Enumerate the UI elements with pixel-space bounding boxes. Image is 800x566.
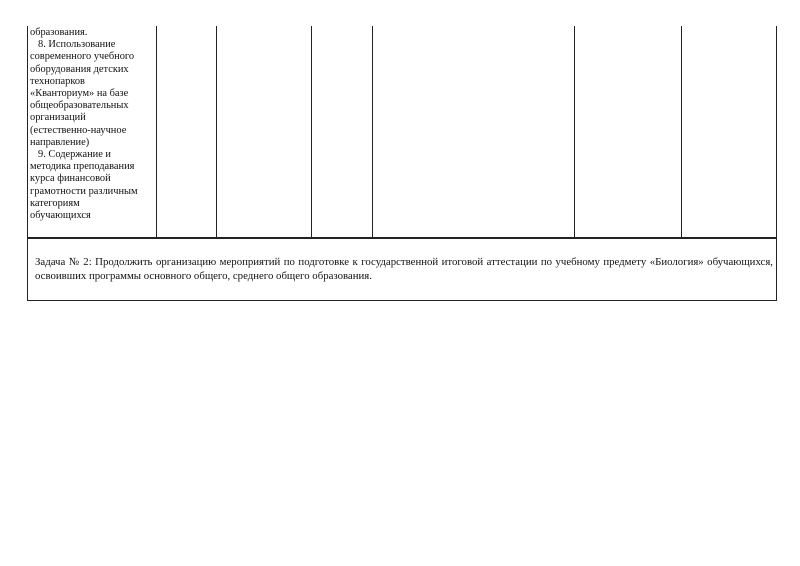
table-column-divider bbox=[311, 26, 312, 238]
cell-line: 8. Использование bbox=[38, 39, 116, 51]
task-text: Задача № 2: Продолжить организацию мероприятий по подготовке к государственной итоговой аттестации по учебному предмету «Биология» обучающихся, освоивших программы основного общего, среднего общего образования. bbox=[35, 256, 773, 282]
cell-line: методика преподавания bbox=[30, 161, 135, 173]
cell-line: 9. Содержание и bbox=[38, 149, 111, 161]
table-column-divider bbox=[216, 26, 217, 238]
cell-line: категориям bbox=[30, 197, 80, 209]
cell-line: общеобразовательных bbox=[30, 100, 129, 112]
cell-line: направление) bbox=[30, 136, 90, 148]
cell-line: современного учебного bbox=[30, 51, 135, 63]
cell-line: грамотности различным bbox=[30, 185, 138, 197]
cell-line: (естественно-научное bbox=[30, 124, 127, 136]
cell-line: обучающихся bbox=[30, 210, 91, 222]
table-column-divider bbox=[372, 26, 373, 238]
table-cell-first-column bbox=[30, 27, 156, 222]
cell-line: «Кванториум» на базе bbox=[30, 88, 129, 100]
table-column-divider bbox=[681, 26, 682, 238]
cell-line: организаций bbox=[30, 112, 86, 124]
cell-line: курса финансовой bbox=[30, 173, 111, 185]
cell-line: оборудования детских bbox=[30, 63, 129, 75]
cell-line: технопарков bbox=[30, 75, 85, 87]
table-column-divider bbox=[156, 26, 157, 238]
table-column-divider bbox=[574, 26, 575, 238]
cell-line: образования. bbox=[30, 27, 88, 38]
